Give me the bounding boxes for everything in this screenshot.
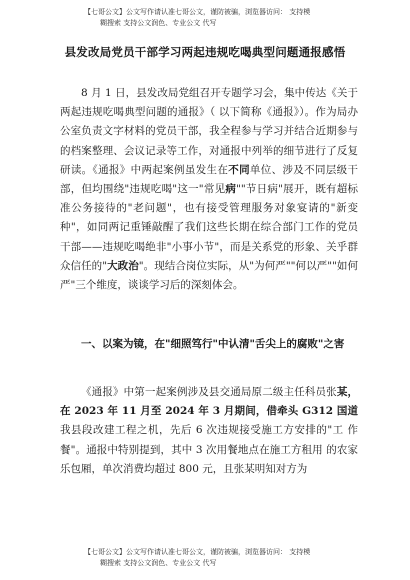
case-1-seg-2: 我县段改建工程之机，先后 6 次违规接受施工方安排的"工 作餐"。通报中特别提到，其中 3 次用餐地点在施工方租用 的农家乐包厢，单次消费均超过 800 元，且张某明知对方为 [60,424,358,475]
page-header [84,7,334,29]
case-1-text [60,383,358,479]
header-line-2: 糊搜索 支持公文润色、专业公文 代写 [100,19,217,27]
intro-paragraph [60,84,358,295]
intro-bold-2: 病 [225,183,237,196]
page-footer [84,547,334,569]
header-line-1: 【七哥公文】公文写作请认准七哥公文，谨防被骗，浏览器访问： 支持模 [84,8,311,16]
intro-seg-2: 单位、涉及不同层级干部，但均围绕"违规吃喝"这一"常见 [60,163,359,196]
intro-text [60,84,358,295]
intro-seg-1: 8 月 1 日，县发改局党组召开专题学习会，集中传达《关于两起违规吃喝典型问题的通报》（ 以下简称《通报》）。作为局办公室负责文字材料的党员干部，我全程参与学习并结合近期参与的档案整理、会议记录等工作，对通报中列举的细节进行了反复研读。《通报》中两起案例虽发生在 [60,87,358,176]
intro-seg-4: "。现结合岗位实际，从"为何严""何以严""如何严"三个维度，谈谈学习后的深刻体会。 [60,259,358,292]
intro-bold-1: 不同 [228,163,250,176]
case-1-paragraph [60,383,358,479]
section-1-heading: 一、以案为镜，在"细照笃行"中认清"舌尖上的腐败"之害 [81,338,345,350]
document-title: 县发改局党员干部学习两起违规吃喝典型问题通报感悟 [64,45,346,59]
intro-bold-3: 大政治 [107,259,139,272]
case-1-bold-1: 某，在 2023 年 11 月至 2024 年 3 月期间，借牵头 G312 国道 [60,386,359,418]
footer-line-2: 糊搜索 支持公文润色、专业公文 代写 [100,559,217,567]
intro-seg-3: ""节日病"展开，既有超标准公务接待的"老问题"，也有接受管理服务对象宴请的"新变种"，如同两记重锤敲醒了我们这些长期在综合部门工作的党员干部——违规吃喝绝非"小事小节"，而是关系党的形象、关乎群众信任的" [60,183,359,272]
case-1-seg-1: 《通报》中第一起案例涉及县交通局原二级主任科员张 [81,386,337,398]
footer-line-1: 【七哥公文】公文写作请认准七哥公文，谨防被骗，浏览器访问： 支持模 [84,548,311,556]
